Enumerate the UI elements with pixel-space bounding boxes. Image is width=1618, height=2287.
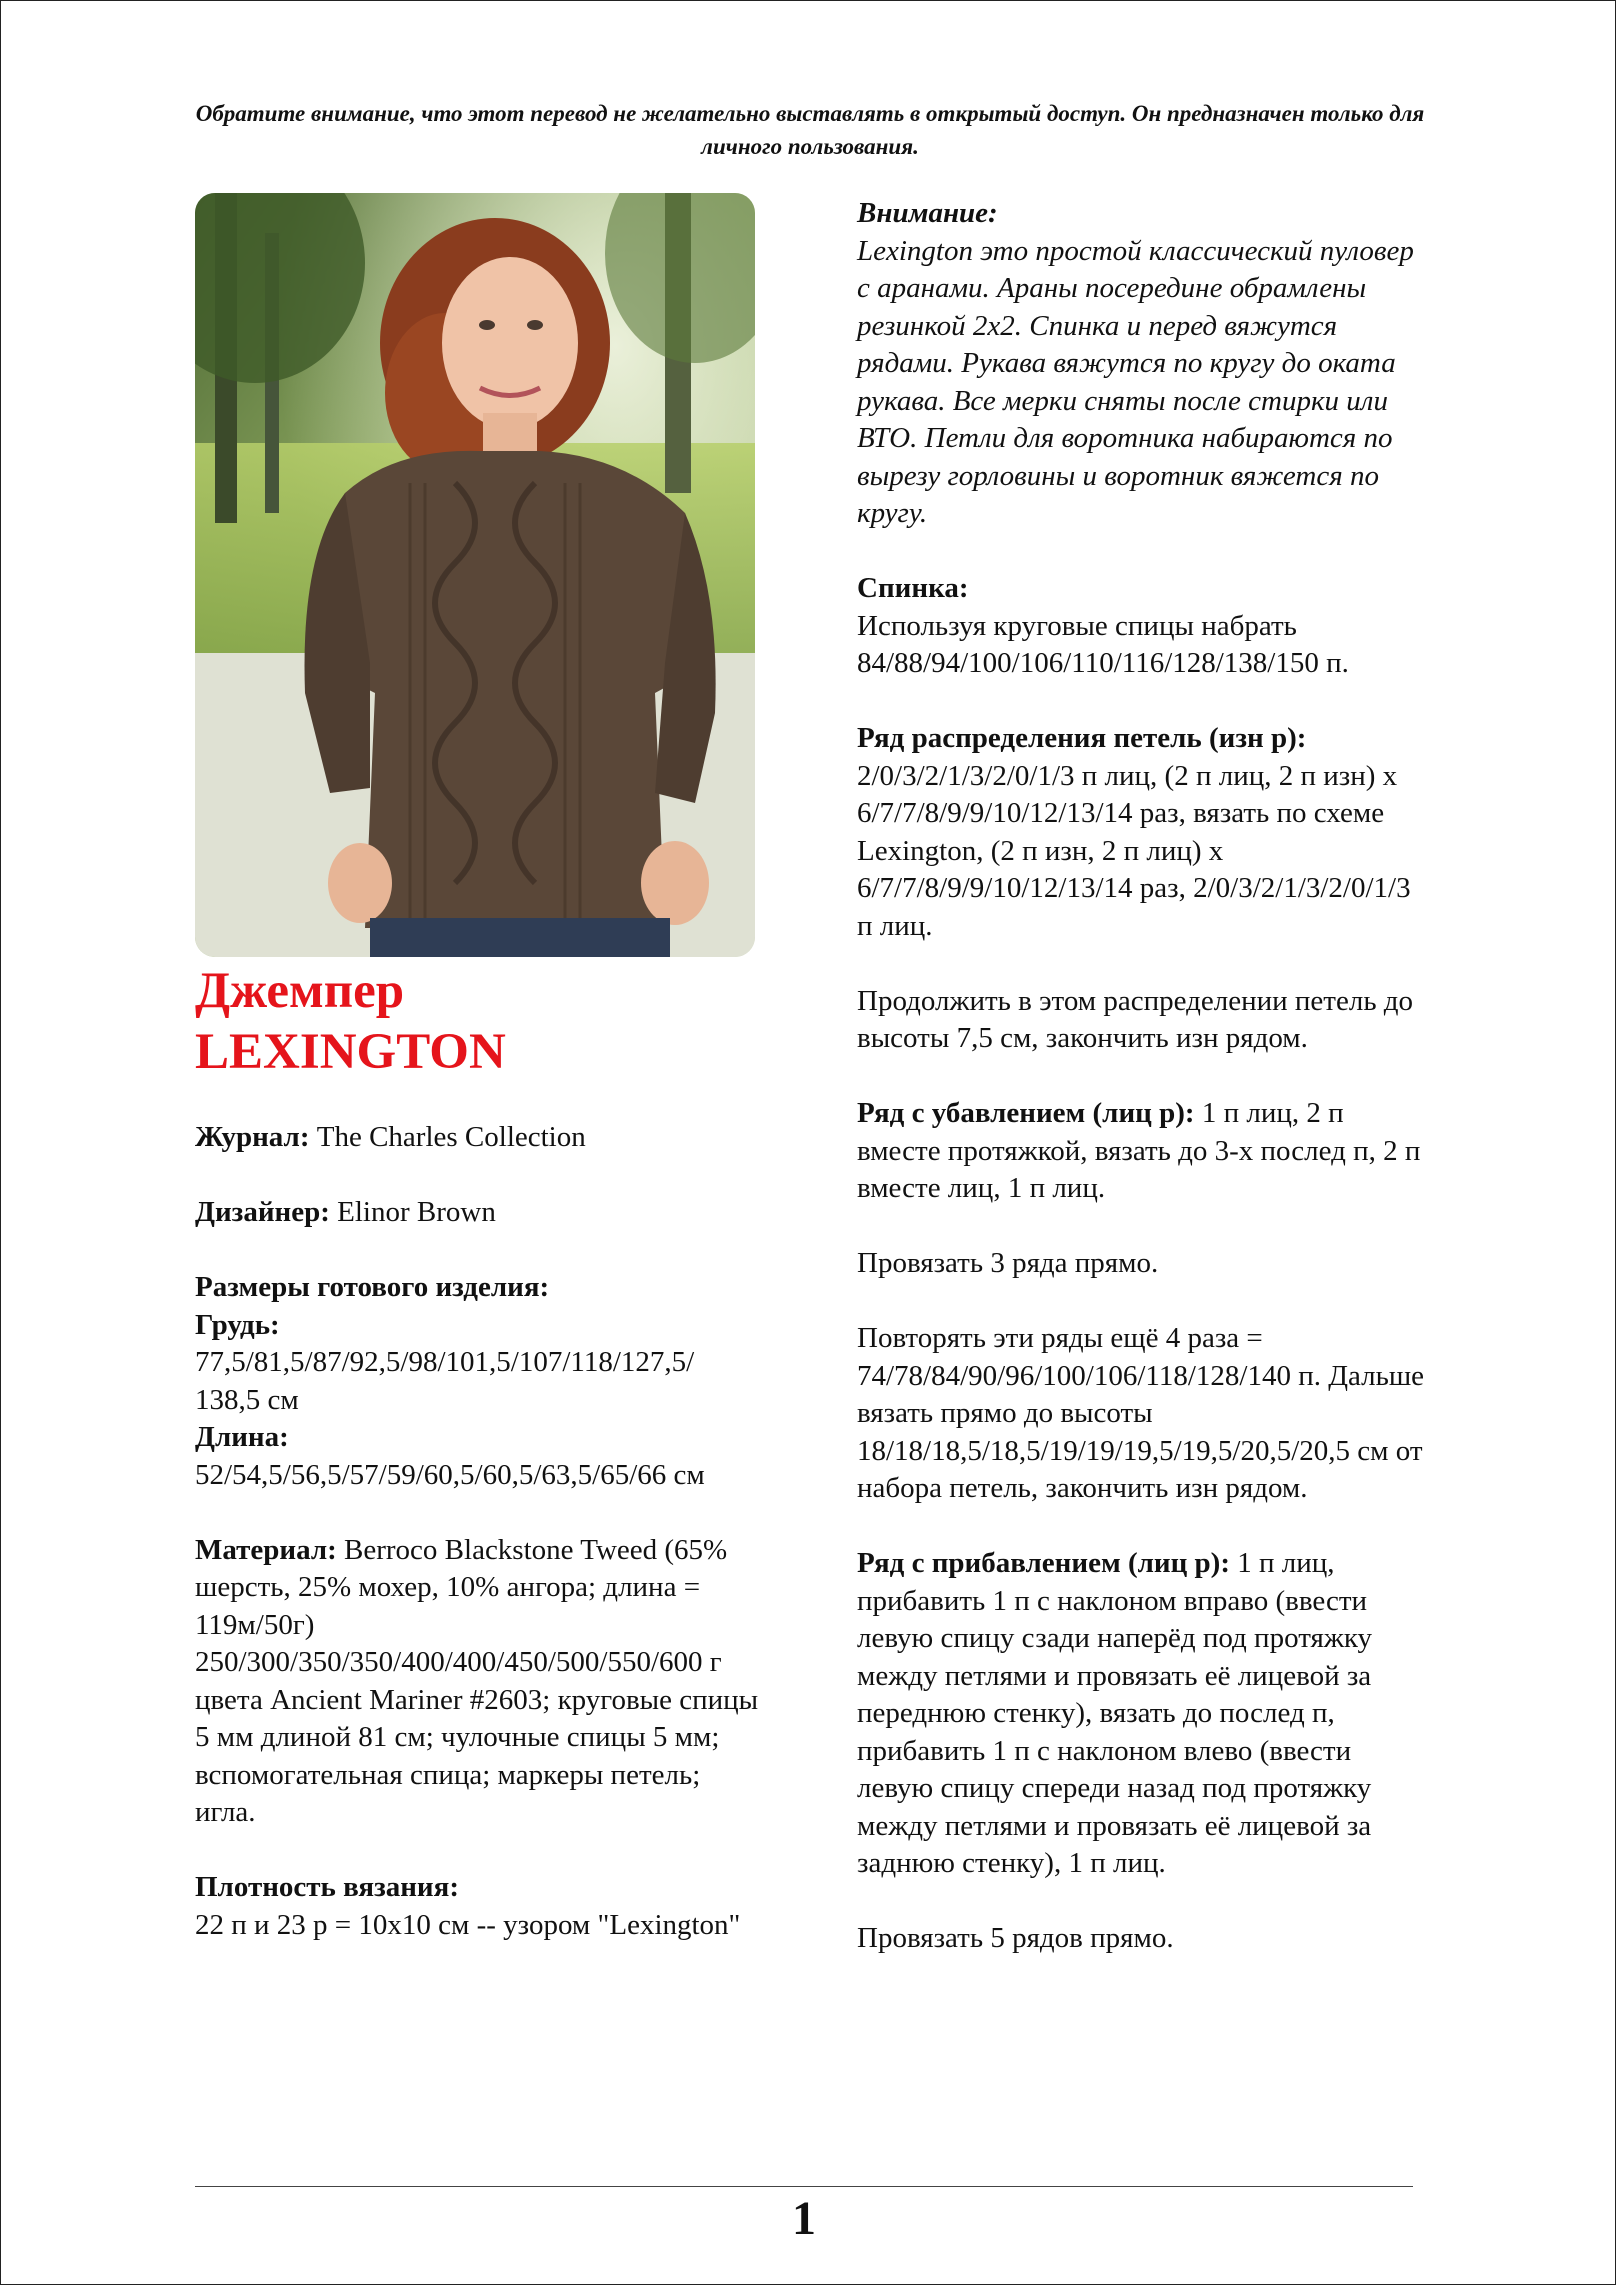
gauge-value: 22 п и 23 р = 10х10 см -- узором "Lexington"	[195, 1908, 741, 1941]
pattern-title	[195, 961, 755, 1083]
setup-row-section	[857, 720, 1427, 945]
material-info	[195, 1532, 765, 1832]
attention-label: Внимание:	[857, 197, 998, 229]
setup-row-label: Ряд распределения петель (изн р):	[857, 722, 1307, 754]
sweater-model-photo-icon	[195, 193, 755, 957]
back-text: Используя круговые спицы набрать 84/88/94/100/106/110/116/128/138/150 п.	[857, 609, 1349, 679]
magazine-label: Журнал:	[195, 1121, 310, 1153]
material-label: Материал:	[195, 1533, 337, 1566]
page-number: 1	[792, 2192, 816, 2245]
title-line-1: Джемпер	[195, 963, 405, 1019]
attention-text: Lexington это простой классический пуловер с аранами. Араны посередине обрамлены резинкой 2х2. Спинка и перед вяжутся рядами. Рукава вяжутся по кругу до оката рукава. Все мерки сняты после стирки или ВТО. Петли для воротника набираются по вырезу горловины и воротник вяжется по кругу.	[857, 234, 1414, 529]
increase-row-section	[857, 1545, 1427, 1883]
back-label: Спинка:	[857, 572, 969, 604]
decrease-row-label: Ряд с убавлением (лиц р):	[857, 1097, 1195, 1129]
gauge-label: Плотность вязания:	[195, 1871, 459, 1903]
designer-value: Elinor Brown	[329, 1196, 496, 1228]
increase-row-label: Ряд с прибавлением (лиц р):	[857, 1547, 1230, 1579]
footer-divider	[195, 2186, 1413, 2187]
chest-value: 77,5/81,5/87/92,5/98/101,5/107/118/127,5/ 138,5 см	[195, 1346, 695, 1416]
continue-paragraph: Продолжить в этом распределении петель до высоты 7,5 см, закончить изн рядом.	[857, 984, 1414, 1054]
gauge-info	[195, 1869, 765, 1944]
magazine-info	[195, 1119, 765, 1157]
length-value: 52/54,5/56,5/57/59/60,5/60,5/63,5/65/66 см	[195, 1458, 705, 1491]
designer-info	[195, 1194, 765, 1232]
magazine-value: The Charles Collection	[309, 1121, 586, 1153]
title-line-2: LEXINGTON	[195, 1024, 506, 1080]
knit-3-rows-paragraph: Провязать 3 ряда прямо.	[857, 1247, 1159, 1279]
model-photo	[195, 193, 755, 957]
material-value: Berroco Blackstone Tweed (65% шерсть, 25% мохер, 10% ангора; длина = 119м/50г) 250/300/350/350/400/400/450/500/550/600 г цвета Ancient Mariner #2603; круговые спицы 5 мм длиной 81 см; чулочные спицы 5 мм; вспомогательная спица; маркеры петель; игла.	[195, 1533, 759, 1828]
sizes-heading: Размеры готового изделия:	[195, 1271, 550, 1303]
knit-5-rows-paragraph: Провязать 5 рядов прямо.	[857, 1922, 1174, 1954]
designer-label: Дизайнер:	[195, 1196, 330, 1228]
setup-row-text: 2/0/3/2/1/3/2/0/1/3 п лиц, (2 п лиц, 2 п изн) х 6/7/7/8/9/9/10/12/13/14 раз, вязать по схеме Lexington, (2 п изн, 2 п лиц) х 6/7/7/8/9/9/10/12/13/14 раз, 2/0/3/2/1/3/2/0/1/3 п лиц.	[857, 759, 1411, 942]
attention-section	[857, 195, 1427, 533]
repeat-paragraph: Повторять эти ряды ещё 4 раза = 74/78/84/90/96/100/106/118/128/140 п. Дальше вязать прямо до высоты 18/18/18,5/18,5/19/19/19,5/19,5/20,5/20,5 см от набора петель, закончить изн рядом.	[857, 1322, 1425, 1504]
usage-notice: Обратите внимание, что этот перевод не желательно выставлять в открытый доступ. Он предназначен только для личного пользования.	[195, 101, 1425, 159]
decrease-row-text: 1 п лиц, 2 п вместе протяжкой, вязать до 3-х послед п, 2 п вместе лиц, 1 п лиц.	[857, 1097, 1421, 1204]
length-label: Длина:	[195, 1421, 289, 1453]
chest-label: Грудь:	[195, 1308, 280, 1341]
back-section	[857, 570, 1427, 683]
pattern-info-column	[195, 1119, 765, 1944]
instructions-column	[857, 195, 1427, 1958]
decrease-row-section	[857, 1095, 1427, 1208]
sizes-info	[195, 1269, 765, 1494]
increase-row-text: 1 п лиц, прибавить 1 п с наклоном вправо (ввести левую спицу сзади наперёд под протяжку между петлями и провязать её лицевой за переднюю стенку), вязать до послед п, прибавить 1 п с наклоном влево (ввести левую спицу спереди назад под протяжку между петлями и провязать её лицевой за заднюю стенку), 1 п лиц.	[857, 1547, 1373, 1879]
